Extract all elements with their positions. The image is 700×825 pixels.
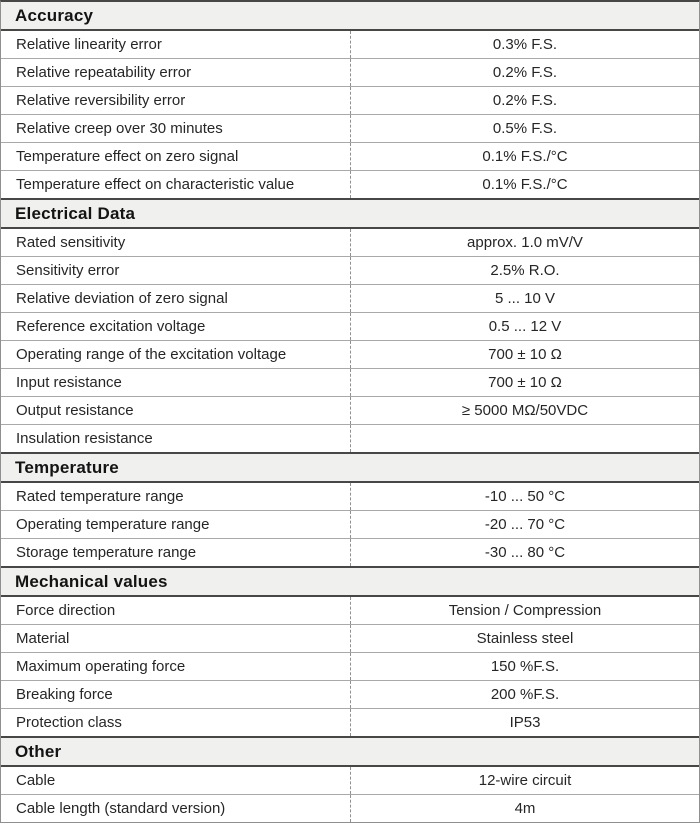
table-row (1, 624, 699, 652)
section-rows (1, 31, 699, 198)
row-label: Relative reversibility error (1, 87, 351, 114)
spec-section (1, 198, 699, 452)
table-row (1, 170, 699, 198)
row-label: Rated sensitivity (1, 229, 351, 256)
table-row (1, 538, 699, 566)
table-row (1, 767, 699, 794)
section-title: Temperature (15, 457, 119, 477)
row-label: Protection class (1, 709, 351, 736)
row-value: 700 ± 10 Ω (488, 346, 562, 363)
row-label: Insulation resistance (1, 425, 351, 452)
row-value: ≥ 5000 MΩ/50VDC (461, 402, 589, 419)
table-row (1, 284, 699, 312)
row-value: approx. 1.0 mV/V (467, 234, 583, 251)
table-row (1, 708, 699, 736)
row-label: Breaking force (1, 681, 351, 708)
table-row (1, 597, 699, 624)
row-value (351, 425, 699, 452)
row-value: 2.5% R.O. (490, 262, 560, 279)
section-rows (1, 229, 699, 452)
row-label: Cable (1, 767, 351, 794)
spec-section (1, 452, 699, 566)
table-row (1, 142, 699, 170)
row-label: Output resistance (1, 397, 351, 424)
row-value: 12-wire circuit (478, 772, 572, 789)
row-label: Sensitivity error (1, 257, 351, 284)
spec-section (1, 2, 699, 198)
row-value: -10 ... 50 °C (484, 488, 566, 505)
section-title: Accuracy (15, 5, 94, 25)
section-rows (1, 767, 699, 822)
row-label: Relative repeatability error (1, 59, 351, 86)
row-value: 0.2% F.S. (492, 92, 558, 109)
row-value: 0.1% F.S./°C (482, 148, 568, 165)
row-value: IP53 (509, 714, 541, 731)
row-value: 0.5 ... 12 V (488, 318, 562, 335)
section-title: Electrical Data (15, 203, 136, 223)
section-header (1, 452, 699, 483)
table-row (1, 368, 699, 396)
row-label: Material (1, 625, 351, 652)
row-value: 0.2% F.S. (492, 64, 558, 81)
row-value: 4m (514, 800, 536, 817)
row-label: Reference excitation voltage (1, 313, 351, 340)
row-value: 150 %F.S. (490, 658, 560, 675)
row-label: Temperature effect on zero signal (1, 143, 351, 170)
table-row (1, 424, 699, 452)
row-value: 200 %F.S. (490, 686, 560, 703)
table-row (1, 510, 699, 538)
table-row (1, 31, 699, 58)
table-row (1, 680, 699, 708)
row-value: Stainless steel (476, 630, 574, 647)
table-row (1, 256, 699, 284)
spec-section (1, 736, 699, 822)
row-label: Temperature effect on characteristic value (1, 171, 351, 198)
table-row (1, 114, 699, 142)
row-value: -30 ... 80 °C (484, 544, 566, 561)
table-row (1, 229, 699, 256)
row-label: Input resistance (1, 369, 351, 396)
row-label: Storage temperature range (1, 539, 351, 566)
row-label: Maximum operating force (1, 653, 351, 680)
section-header (1, 736, 699, 767)
table-row (1, 396, 699, 424)
table-row (1, 58, 699, 86)
row-label: Operating range of the excitation voltage (1, 341, 351, 368)
section-header (1, 198, 699, 229)
row-value: 5 ... 10 V (494, 290, 556, 307)
row-value: 700 ± 10 Ω (488, 374, 562, 391)
section-title: Other (15, 741, 62, 761)
row-value: 0.5% F.S. (492, 120, 558, 137)
row-label: Relative linearity error (1, 31, 351, 58)
section-title: Mechanical values (15, 571, 168, 591)
section-header (1, 2, 699, 31)
row-value: -20 ... 70 °C (484, 516, 566, 533)
table-row (1, 652, 699, 680)
table-row (1, 483, 699, 510)
spec-section (1, 566, 699, 736)
table-row (1, 86, 699, 114)
row-label: Relative deviation of zero signal (1, 285, 351, 312)
section-header (1, 566, 699, 597)
section-rows (1, 597, 699, 736)
table-row (1, 340, 699, 368)
row-label: Relative creep over 30 minutes (1, 115, 351, 142)
row-value: 0.3% F.S. (492, 36, 558, 53)
row-value: 0.1% F.S./°C (482, 176, 568, 193)
row-label: Rated temperature range (1, 483, 351, 510)
table-row (1, 312, 699, 340)
row-label: Force direction (1, 597, 351, 624)
row-value: Tension / Compression (448, 602, 602, 619)
row-label: Cable length (standard version) (1, 795, 351, 822)
row-label: Operating temperature range (1, 511, 351, 538)
section-rows (1, 483, 699, 566)
table-row (1, 794, 699, 822)
